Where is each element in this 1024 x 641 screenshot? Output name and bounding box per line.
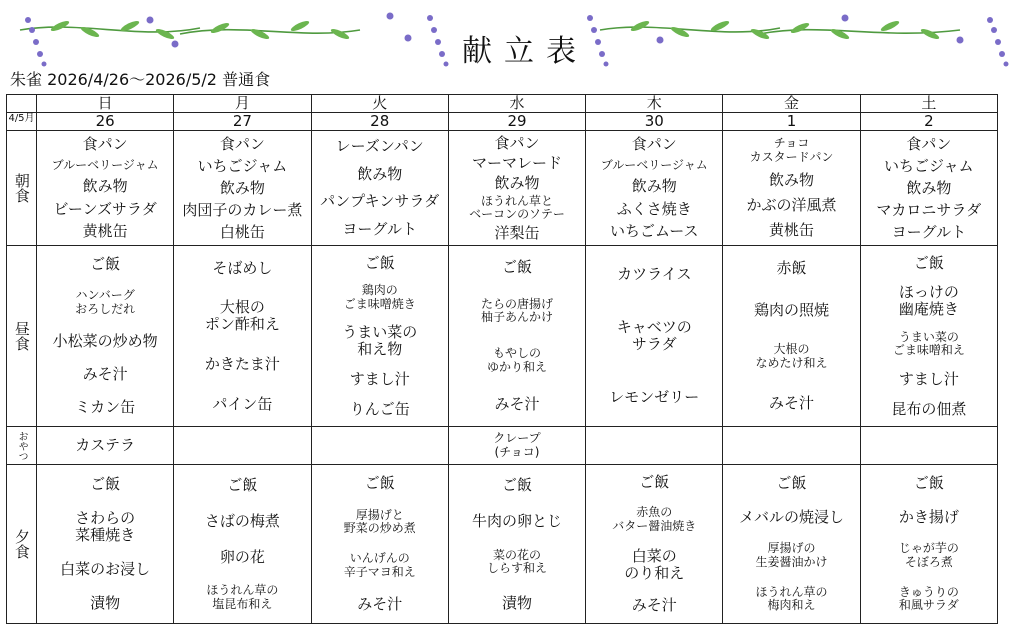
menu-item: ヨーグルト	[342, 219, 417, 238]
menu-item: ご飯	[501, 258, 532, 277]
dinner-cell	[448, 465, 585, 624]
menu-item: ふくさ焼き	[616, 199, 692, 218]
menu-item: パンプキンサラダ	[320, 192, 440, 211]
menu-item: メバルの焼浸し	[739, 507, 844, 526]
menu-item: 飲み物	[906, 178, 952, 197]
menu-item: ほっけの 幽庵焼き	[898, 283, 959, 319]
menu-item: 飲み物	[82, 176, 128, 195]
menu-item: 洋梨缶	[494, 223, 540, 242]
snack-cell	[860, 427, 997, 465]
menu-item: 赤魚の バター醤油焼き	[612, 505, 697, 533]
menu-item: いちごムース	[610, 222, 699, 241]
lunch-cell	[448, 246, 585, 427]
weekday-thu: 木	[586, 95, 723, 113]
menu-item: ヨーグルト	[891, 222, 967, 241]
menu-item: レモンゼリー	[609, 388, 700, 407]
menu-item: クレープ (チョコ)	[493, 431, 541, 459]
menu-item: すまし汁	[898, 369, 959, 388]
menu-item: ブルーベリージャム	[600, 157, 708, 172]
menu-item: いんげんの 辛子マヨ和え	[343, 551, 416, 579]
menu-item: うまい菜の 和え物	[342, 323, 418, 358]
snack-cell	[37, 427, 174, 465]
menu-item: ご飯	[364, 253, 395, 272]
breakfast-row	[7, 131, 998, 246]
menu-item: ご飯	[90, 474, 121, 493]
menu-item: 食パン	[631, 134, 677, 153]
menu-item: 厚揚げと 野菜の炒め煮	[343, 507, 416, 536]
breakfast-cell	[448, 131, 585, 246]
menu-item: みそ汁	[631, 595, 677, 614]
row-label-dinner: 夕食	[7, 465, 37, 624]
date-cell: 30	[586, 113, 723, 131]
menu-item: 菜の花の しらす和え	[486, 547, 547, 575]
lunch-cell	[174, 246, 311, 427]
menu-table	[6, 94, 998, 624]
menu-item: みそ汁	[357, 594, 403, 613]
menu-item: ご飯	[913, 253, 944, 272]
menu-item: さわらの 菜種焼き	[75, 509, 136, 544]
weekday-header-row	[7, 95, 998, 113]
menu-item: 飲み物	[357, 164, 403, 183]
menu-item: 大根の ポン酢和え	[204, 298, 280, 334]
menu-item: いちごジャム	[883, 156, 974, 175]
row-label-lunch: 昼食	[7, 246, 37, 427]
menu-item: ハンバーグ おろしだれ	[75, 288, 136, 316]
snack-cell	[448, 427, 585, 465]
menu-item: 昆布の佃煮	[891, 399, 967, 418]
menu-item: さばの梅煮	[204, 511, 280, 530]
lunch-cell	[723, 246, 860, 427]
date-cell: 28	[311, 113, 448, 131]
menu-item: きゅうりの 和風サラダ	[898, 584, 959, 613]
menu-item: ご飯	[913, 474, 944, 493]
weekday-tue: 火	[311, 95, 448, 113]
menu-item: 大根の なめたけ和え	[755, 342, 828, 370]
dinner-cell	[174, 465, 311, 624]
menu-item: チョコ カスタードパン	[749, 136, 834, 164]
snack-cell	[723, 427, 860, 465]
menu-item: かき揚げ	[898, 507, 959, 526]
menu-item: 白桃缶	[219, 222, 265, 241]
menu-item: そばめし	[212, 258, 273, 277]
menu-item: もやしの ゆかり和え	[486, 346, 547, 374]
menu-item: 漬物	[501, 593, 532, 612]
dinner-cell	[37, 465, 174, 624]
weekday-wed: 水	[448, 95, 585, 113]
breakfast-cell	[311, 131, 448, 246]
lunch-row	[7, 246, 998, 427]
menu-item: 食パン	[906, 134, 952, 153]
menu-item: 牛肉の卵とじ	[471, 511, 562, 530]
menu-item: 食パン	[494, 133, 540, 152]
menu-item: カツライス	[617, 265, 692, 284]
weekday-sun: 日	[37, 95, 174, 113]
date-cell: 1	[723, 113, 860, 131]
snack-cell	[174, 427, 311, 465]
menu-item: 飲み物	[219, 178, 265, 197]
menu-item: 赤飯	[776, 259, 807, 278]
menu-item: 飲み物	[769, 171, 815, 190]
menu-item: ほうれん草の 塩昆布和え	[206, 583, 279, 611]
menu-item: ご飯	[364, 474, 395, 493]
dinner-cell	[586, 465, 723, 624]
menu-item: 肉団子のカレー煮	[182, 200, 303, 219]
menu-item: ご飯	[227, 475, 258, 494]
menu-item: みそ汁	[494, 395, 540, 414]
menu-item: じゃが芋の そぼろ煮	[898, 541, 959, 569]
dinner-cell	[311, 465, 448, 624]
menu-item: 白菜の のり和え	[624, 547, 685, 582]
menu-item: ほうれん草と ベーコンのソテー	[469, 193, 565, 221]
menu-item: すまし汁	[349, 369, 410, 388]
corner-cell	[7, 95, 37, 113]
menu-item: カステラ	[75, 436, 135, 455]
menu-item: ご飯	[639, 473, 670, 492]
menu-item: ご飯	[501, 475, 532, 494]
breakfast-cell	[723, 131, 860, 246]
weekday-fri: 金	[723, 95, 860, 113]
menu-item: 黄桃缶	[82, 222, 128, 241]
lunch-cell	[860, 246, 997, 427]
snack-cell	[586, 427, 723, 465]
menu-item: ブルーベリージャム	[51, 157, 159, 172]
menu-item: レーズンパン	[335, 137, 424, 156]
menu-item: 鶏肉の ごま味噌焼き	[343, 283, 416, 311]
menu-item: ご飯	[776, 474, 807, 493]
menu-item: 厚揚げの 生姜醤油かけ	[755, 541, 828, 569]
lunch-cell	[37, 246, 174, 427]
menu-item: マカロニサラダ	[876, 200, 982, 219]
menu-item: りんご缶	[349, 399, 410, 418]
snack-row	[7, 427, 998, 465]
row-label-breakfast: 朝食	[7, 131, 37, 246]
menu-item: 小松菜の炒め物	[52, 331, 158, 350]
menu-item: 漬物	[90, 594, 121, 613]
page-title: 献立表	[462, 34, 588, 69]
menu-item: 飲み物	[494, 173, 540, 192]
menu-item: ご飯	[90, 255, 121, 274]
date-cell: 2	[860, 113, 997, 131]
dinner-row	[7, 465, 998, 624]
menu-item: ビーンズサラダ	[53, 199, 157, 218]
menu-item: ミカン缶	[75, 397, 136, 416]
menu-item: みそ汁	[82, 364, 128, 383]
menu-item: たらの唐揚げ 柚子あんかけ	[480, 297, 553, 325]
menu-item: ほうれん草の 梅肉和え	[755, 584, 828, 613]
date-cell: 26	[37, 113, 174, 131]
menu-item: 卵の花	[219, 547, 265, 566]
menu-item: かきたま汁	[204, 354, 280, 373]
menu-item: かぶの洋風煮	[746, 196, 837, 215]
breakfast-cell	[586, 131, 723, 246]
menu-subtitle: 朱雀 2026/4/26〜2026/5/2 普通食	[10, 70, 271, 89]
menu-item: いちごジャム	[197, 156, 288, 175]
date-row	[7, 113, 998, 131]
menu-item: 食パン	[219, 134, 265, 153]
menu-item: パイン缶	[212, 394, 273, 413]
menu-item: 鶏肉の照焼	[754, 300, 830, 319]
breakfast-cell	[37, 131, 174, 246]
lunch-cell	[586, 246, 723, 427]
dinner-cell	[723, 465, 860, 624]
lunch-cell	[311, 246, 448, 427]
menu-item: 黄桃缶	[769, 221, 815, 240]
date-cell: 27	[174, 113, 311, 131]
breakfast-cell	[860, 131, 997, 246]
month-label: 4/5月	[7, 113, 37, 131]
snack-cell	[311, 427, 448, 465]
row-label-snack: おやつ	[7, 427, 37, 465]
menu-item: 飲み物	[631, 176, 677, 195]
weekday-mon: 月	[174, 95, 311, 113]
menu-item: 食パン	[82, 134, 128, 153]
weekday-sat: 土	[860, 95, 997, 113]
menu-item: 白菜のお浸し	[60, 560, 151, 579]
breakfast-cell	[174, 131, 311, 246]
menu-item: みそ汁	[769, 393, 815, 412]
date-cell: 29	[448, 113, 585, 131]
menu-item: キャベツの サラダ	[616, 318, 692, 353]
menu-item: マーマレード	[471, 153, 562, 172]
dinner-cell	[860, 465, 997, 624]
menu-item: うまい菜の ごま味噌和え	[892, 329, 965, 358]
